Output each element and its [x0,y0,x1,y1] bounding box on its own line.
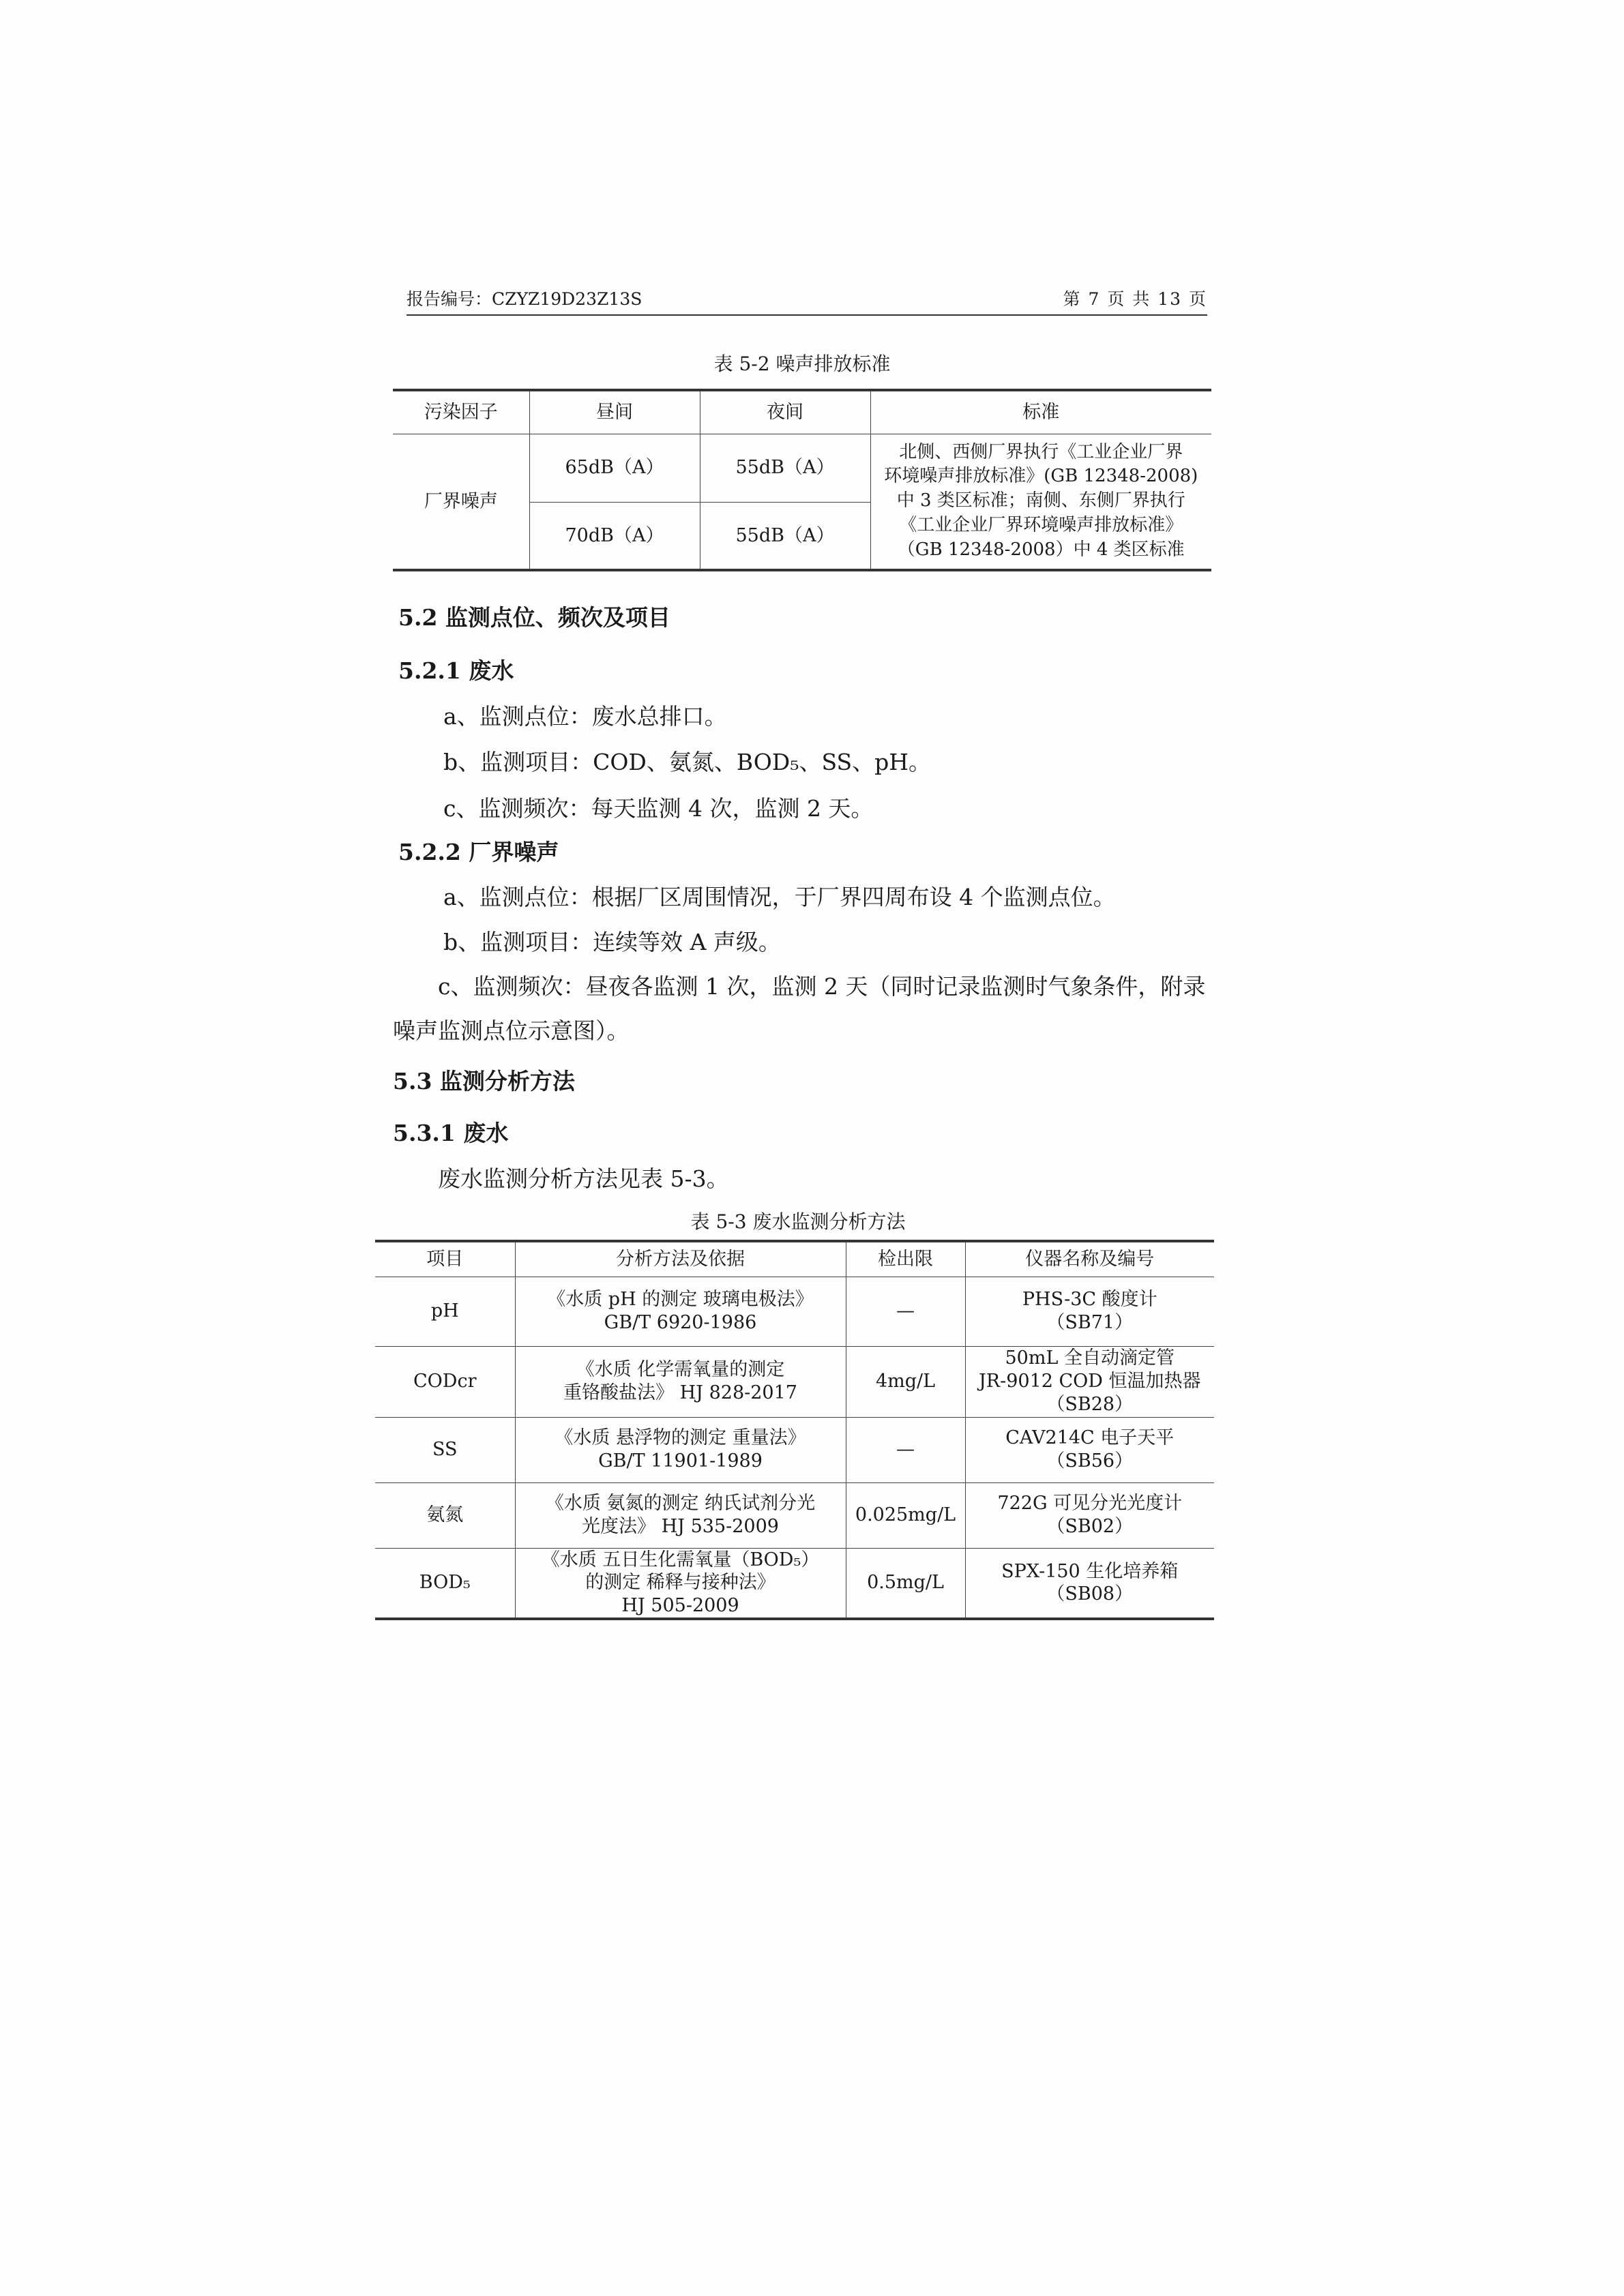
limit-cell: 0.025mg/L [846,1482,965,1548]
method-line: 重铬酸盐法》 HJ 828-2017 [563,1382,797,1403]
instrument-line: 50mL 全自动滴定管 [1005,1347,1175,1369]
limit-cell: — [846,1417,965,1482]
method-line: 《水质 化学需氧量的测定 [576,1359,785,1381]
method-line: 《水质 悬浮物的测定 重量法》 [555,1427,806,1449]
standard-line: （GB 12348-2008）中 4 类区标准 [897,539,1185,561]
night-limit-cell: 55dB（A） [700,434,870,502]
table-caption: 表 5-2 噪声排放标准 [713,353,891,375]
subsection-heading: 5.2.2 厂界噪声 [398,839,559,865]
table-header-row [393,390,1211,434]
list-item: c、监测频次：昼夜各监测 1 次，监测 2 天（同时记录监测时气象条件，附录噪声监测点位示意图）。 [393,973,1206,1044]
limit-cell: 0.5mg/L [846,1548,965,1619]
instrument-line: PHS-3C 酸度计 [1022,1289,1157,1311]
section-heading: 5.3 监测分析方法 [393,1068,575,1094]
instrument-line: （SB28） [1046,1393,1134,1415]
instrument-cell [965,1548,1214,1619]
list-item: b、监测项目：连续等效 A 声级。 [443,929,781,955]
wastewater-method-table [375,1240,1214,1620]
instrument-line: SPX-150 生化培养箱 [1001,1560,1179,1582]
method-cell [515,1417,846,1482]
limit-cell: 4mg/L [846,1346,965,1417]
page-header [407,283,1207,316]
column-header: 分析方法及依据 [515,1241,846,1277]
method-line: 光度法》 HJ 535-2009 [582,1516,779,1537]
instrument-line: JR-9012 COD 恒温加热器 [978,1371,1201,1392]
method-line: 的测定 稀释与接种法》 [585,1572,776,1594]
table-header-row [375,1241,1214,1277]
method-cell [515,1277,846,1346]
standard-line: 中 3 类区标准；南侧、东侧厂界执行 [896,490,1185,511]
table-row [375,1548,1214,1619]
list-item: b、监测项目：COD、氨氮、BOD₅、SS、pH。 [443,749,932,775]
column-header: 项目 [375,1241,515,1277]
method-cell [515,1346,846,1417]
table-row [375,1482,1214,1548]
noise-standard-table [393,389,1211,571]
list-item: a、监测点位：废水总排口。 [443,703,727,730]
item-cell: CODcr [375,1346,515,1417]
method-line: GB/T 6920-1986 [604,1312,757,1333]
instrument-line: （SB08） [1046,1583,1134,1605]
instrument-line: 722G 可见分光光度计 [997,1493,1183,1515]
report-number: 报告编号：CZYZ19D23Z13S [407,289,643,309]
method-line: 《水质 氨氮的测定 纳氏试剂分光 [545,1493,816,1515]
limit-cell: — [846,1277,965,1346]
table-row [375,1346,1214,1417]
column-header: 标准 [870,390,1211,434]
item-cell: SS [375,1417,515,1482]
method-line: GB/T 11901-1989 [598,1450,763,1472]
standard-cell [870,434,1211,570]
column-header: 检出限 [846,1241,965,1277]
instrument-cell [965,1346,1214,1417]
night-limit-cell: 55dB（A） [700,502,870,570]
method-line: 《水质 五日生化需氧量（BOD₅） [541,1549,820,1570]
instrument-cell [965,1417,1214,1482]
table-row [375,1277,1214,1346]
standard-line: 北侧、西侧厂界执行《工业企业厂界 [899,441,1183,462]
standard-line: 《工业企业厂界环境噪声排放标准》 [899,515,1183,536]
table-caption: 表 5-3 废水监测分析方法 [690,1210,906,1233]
method-cell [515,1548,846,1619]
page-number: 第 7 页 共 13 页 [1063,289,1207,309]
instrument-cell [965,1277,1214,1346]
day-limit-cell: 70dB（A） [529,502,700,570]
item-cell: pH [375,1277,515,1346]
list-item: c、监测频次：每天监测 4 次，监测 2 天。 [443,795,874,822]
column-header: 污染因子 [393,390,529,434]
column-header: 昼间 [529,390,700,434]
method-cell [515,1482,846,1548]
section-heading: 5.2 监测点位、频次及项目 [398,604,670,631]
item-cell: 氨氮 [375,1482,515,1548]
pollution-factor-cell: 厂界噪声 [393,434,529,570]
table-row [375,1417,1214,1482]
instrument-cell [965,1482,1214,1548]
method-line: HJ 505-2009 [621,1595,739,1617]
table-row [393,434,1211,502]
instrument-line: （SB02） [1046,1516,1134,1537]
column-header: 夜间 [700,390,870,434]
instrument-line: （SB71） [1046,1312,1134,1333]
instrument-line: （SB56） [1046,1450,1134,1472]
column-header: 仪器名称及编号 [965,1241,1214,1277]
instrument-line: CAV214C 电子天平 [1005,1427,1175,1449]
list-item: a、监测点位：根据厂区周围情况，于厂界四周布设 4 个监测点位。 [443,884,1116,910]
subsection-heading: 5.2.1 废水 [398,657,514,684]
standard-line: 环境噪声排放标准》(GB 12348-2008) [884,466,1198,487]
method-line: 《水质 pH 的测定 玻璃电极法》 [547,1289,814,1311]
body-text: 废水监测分析方法见表 5-3。 [438,1165,729,1192]
subsection-heading: 5.3.1 废水 [393,1120,509,1146]
day-limit-cell: 65dB（A） [529,434,700,502]
item-cell: BOD₅ [375,1548,515,1619]
